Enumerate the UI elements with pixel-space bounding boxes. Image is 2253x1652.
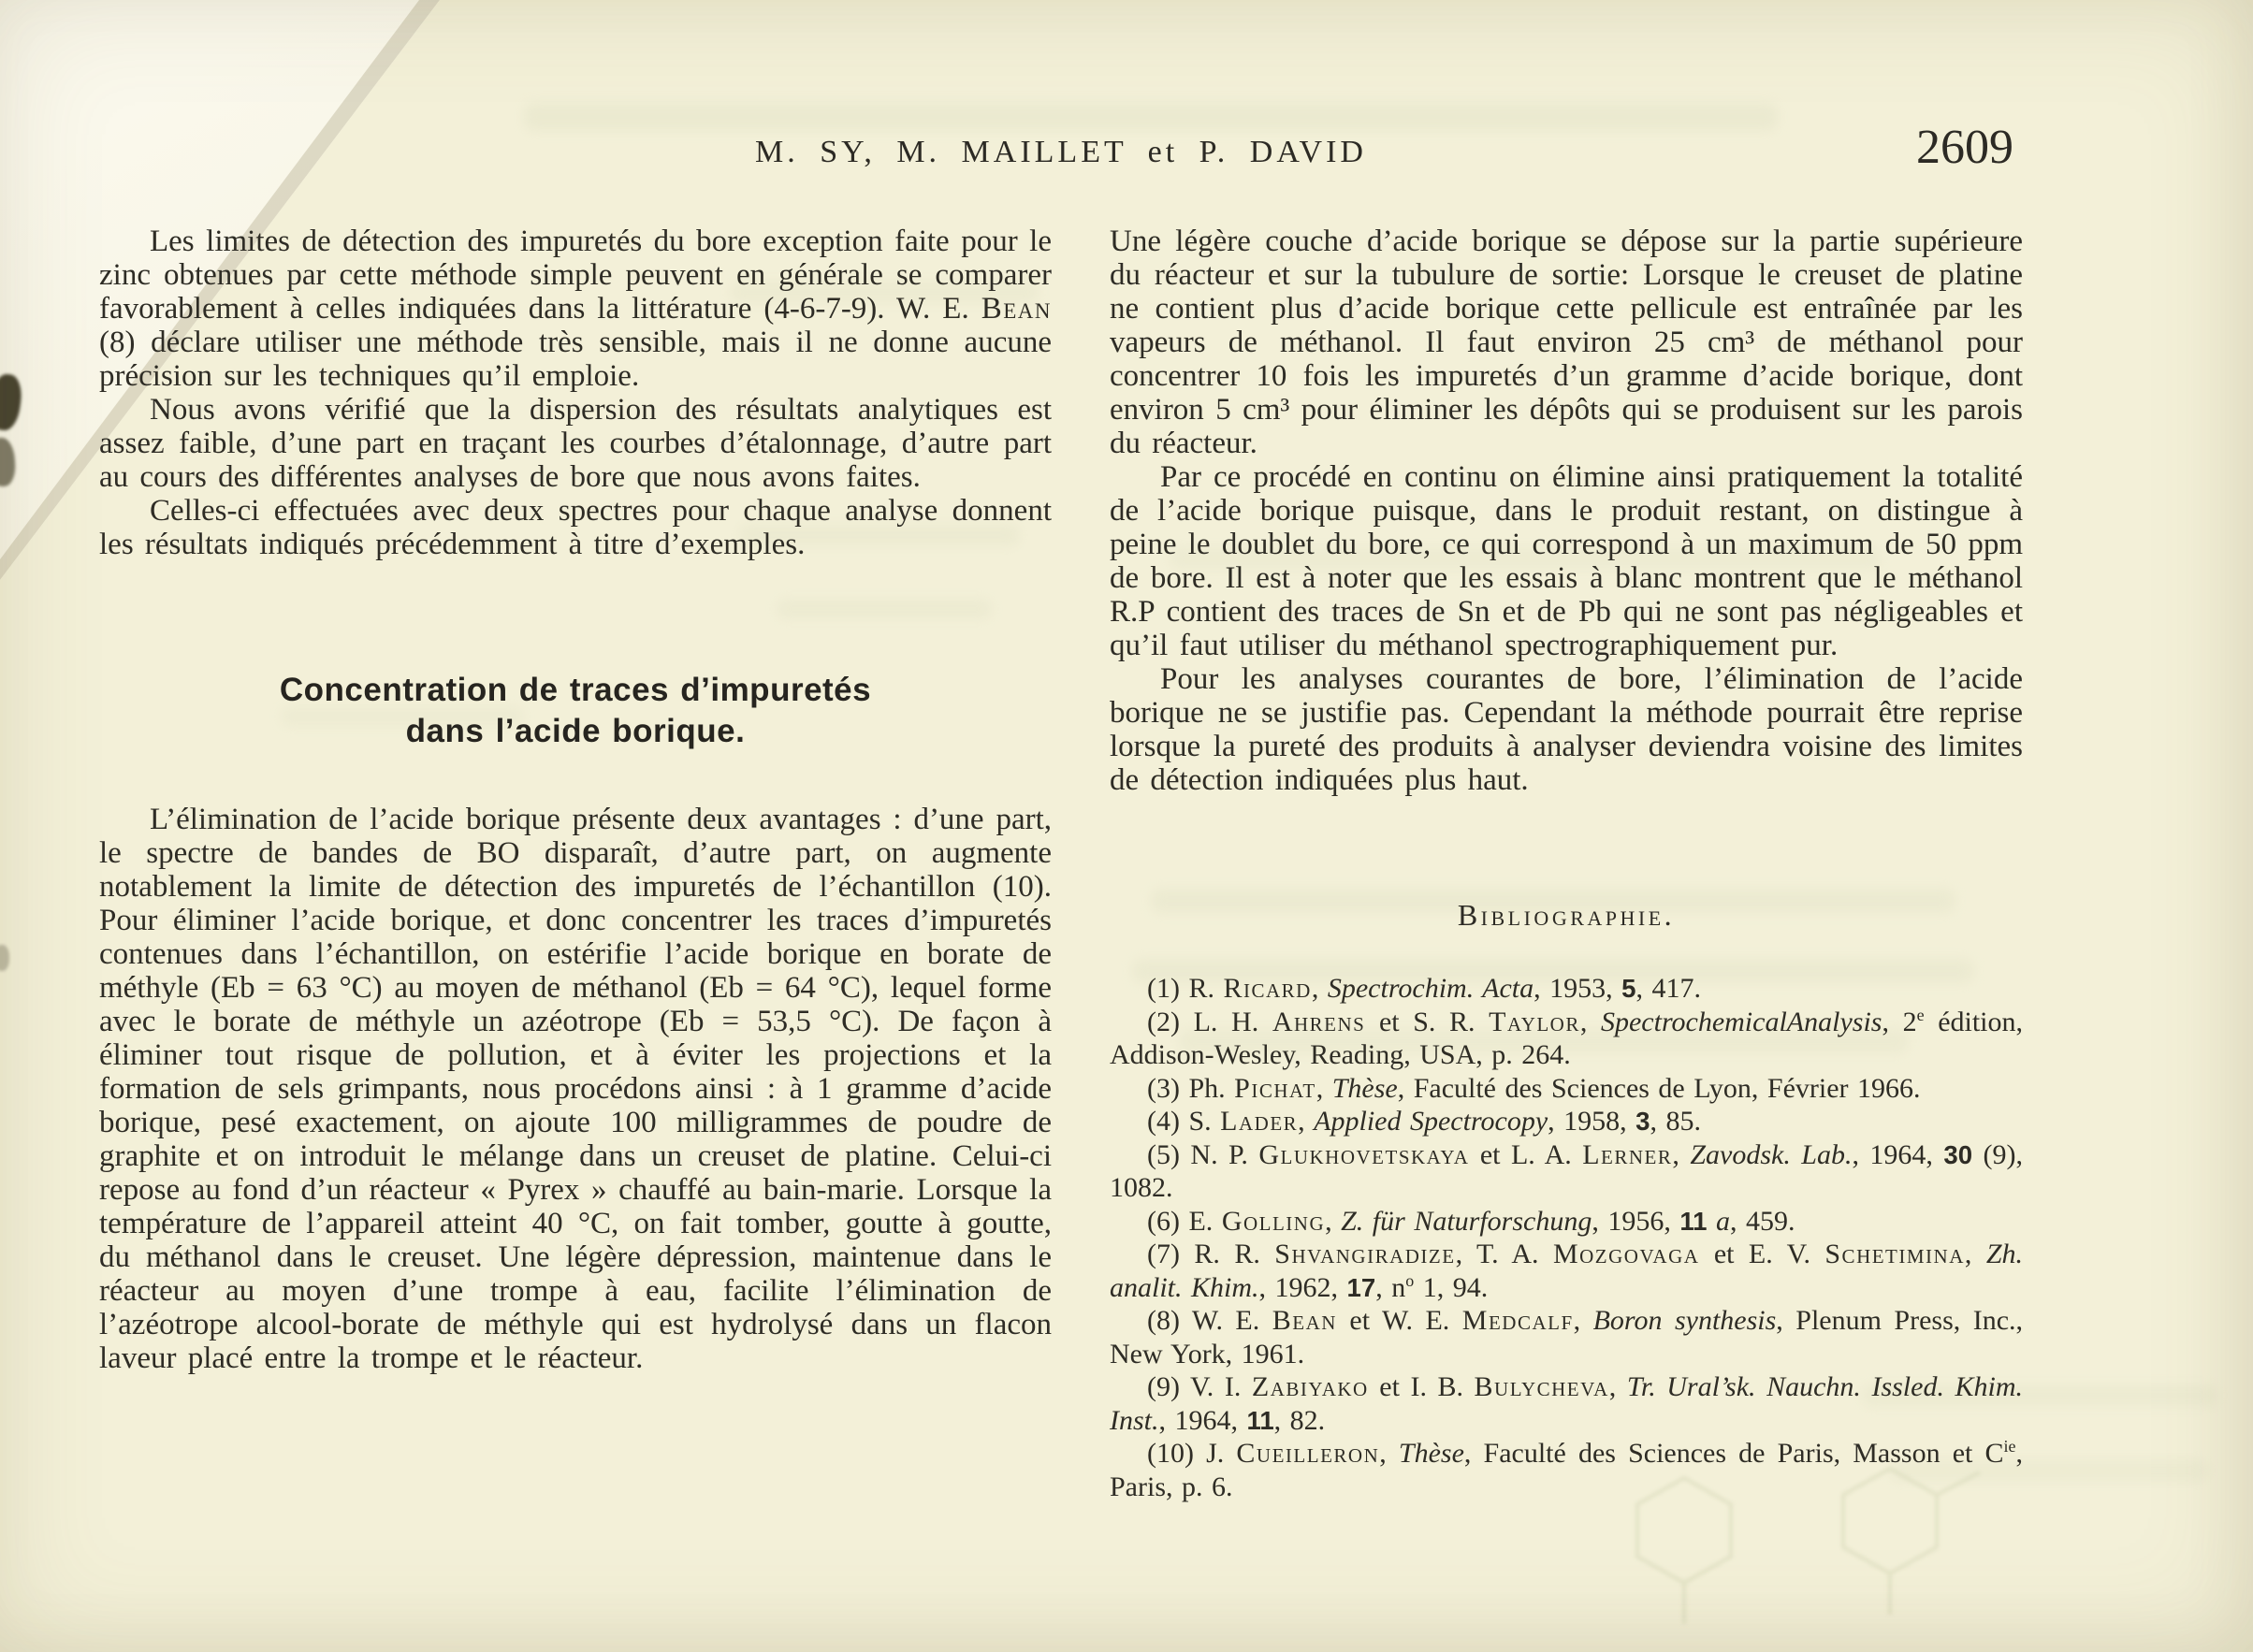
- paragraph: Celles-ci effectuées avec deux spectres pour chaque analyse donnent les résultats indiqués précédemment à titre d’exemples.: [99, 494, 1052, 561]
- paragraph: Par ce procédé en continu on élimine ainsi pratiquement la totalité de l’acide borique puisque, dans le produit restant, on distingue à peine le doublet du bore, ce qui correspond à un maximum de 50 ppm de bore. Il est à noter que les essais à blanc montrent que le méthanol R.P contient des traces de Sn et de Pb qui ne sont pas négligeables et qu’il faut utiliser du méthanol spectrographiquement pur.: [1110, 460, 2023, 662]
- left-column: [99, 225, 1052, 1375]
- paragraph: Nous avons vérifié que la dispersion des résultats analytiques est assez faible, d’une part en traçant les courbes d’étalonnage, d’autre part au cours des différentes analyses de bore que nous avons faites.: [99, 393, 1052, 494]
- running-head-authors: M. SY, M. MAILLET et P. DAVID: [755, 135, 1367, 169]
- page-number: 2609: [1916, 121, 2013, 174]
- reference-item: (3) Ph. Pichat, Thèse, Faculté des Sciences de Lyon, Février 1966.: [1147, 1072, 1921, 1104]
- showthrough-ghost: [524, 103, 1778, 131]
- paragraph: Pour les analyses courantes de bore, l’élimination de l’acide borique ne se justifie pas. Cependant la méthode pourrait être reprise lorsque la pureté des produits à analyser deviendra voisine des limites de détection indiquées plus haut.: [1110, 662, 2023, 797]
- section-heading-line2: dans l’acide borique.: [405, 713, 746, 749]
- reference-item: (5) N. P. Glukhovetskaya et L. A. Lerner, Zavodsk. Lab., 1964, 30 (9), 1082.: [1110, 1138, 2023, 1203]
- reference-item: (6) E. Golling, Z. für Naturforschung, 1956, 11 a, 459.: [1147, 1205, 1795, 1237]
- bibliography-heading: Bibliographie.: [1457, 898, 1676, 932]
- reference-item: (10) J. Cueilleron, Thèse, Faculté des Sciences de Paris, Masson et $C^{ie}$, Paris, p. 6.: [1110, 1437, 2024, 1502]
- reference-item: (8) W. E. Bean et W. E. Medcalf, Boron synthesis, Plenum Press, Inc., New York, 1961.: [1110, 1305, 2024, 1369]
- reference-item: (1) R. Ricard, Spectrochim. Acta, 1953, 5, 417.: [1147, 973, 1701, 1004]
- reference-item: (7) R. R. Shvangiradize, T. A. Mozgovaga et E. V. Schetimina, Zh. analit. Khim., 1962, 17, $n^o$ 1, 94.: [1110, 1239, 2024, 1303]
- reference-list: [1110, 972, 2023, 1503]
- paragraph: Les limites de détection des impuretés du bore exception faite pour le zinc obtenues par cette méthode simple peuvent en générale se comparer favorablement à celles indiquées dans la littérature (4-6-7-9). W. E. Bean (8) déclare utiliser une méthode très sensible, mais il ne donne aucune précision sur les techniques qu’il emploie.: [99, 225, 1052, 393]
- section-heading: [109, 670, 1042, 752]
- right-column: [1110, 225, 2023, 1503]
- paragraph: L’élimination de l’acide borique présente deux avantages : d’une part, le spectre de bandes de BO disparaît, d’autre part, on augmente notablement la limite de détection des impuretés de l’échantillon (10). Pour éliminer l’acide borique, et donc concentrer les traces d’impuretés contenues dans l’échantillon, on estérifie l’acide borique en borate de méthyle (Eb = 63 °C) au moyen de méthanol (Eb = 64 °C), lequel forme avec le borate de méthyle un azéotrope (Eb = 53,5 °C). De façon à éliminer tout risque de pollution, et à éviter les projections et la formation de sels grimpants, nous procédons ainsi : à 1 gramme d’acide borique, pesé exactement, on ajoute 100 milligrammes de poudre de graphite et on introduit le mélange dans un creuset de platine. Celui-ci repose au fond d’un réacteur « Pyrex » chauffé au bain-marie. Lorsque la température de l’appareil atteint 40 °C, on fait tomber, goutte à goutte, du méthanol dans le creuset. Une légère dépression, maintenue dans le réacteur au moyen d’une trompe à eau, facilite l’élimination de l’azéotrope alcool-borate de méthyle qui est hydrolysé dans un flacon laveur placé entre la trompe et le réacteur.: [99, 803, 1052, 1375]
- reference-item: (2) L. H. Ahrens et S. R. Taylor, SpectrochemicalAnalysis, 2e édition, Addison-Wesley, Reading, USA, p. 264.: [1110, 1005, 2024, 1070]
- paragraph: Une légère couche d’acide borique se dépose sur la partie supérieure du réacteur et sur la tubulure de sortie: Lorsque le creuset de platine ne contient plus d’acide borique cette pellicule est entraînée par les vapeurs de méthanol. Il faut environ 25 cm³ de méthanol pour concentrer 10 fois les impuretés d’un gramme d’acide borique, dont environ 5 cm³ pour éliminer les dépôts qui se produisent sur les parois du réacteur.: [1110, 225, 2023, 460]
- reference-item: (4) S. Lader, Applied Spectrocopy, 1958, 3, 85.: [1147, 1106, 1701, 1137]
- reference-item: (9) V. I. Zabiyako et I. B. Bulycheva, Tr. Ural’sk. Nauchn. Issled. Khim. Inst., 1964, 11, 82.: [1110, 1371, 2023, 1436]
- edge-mark: [0, 945, 9, 971]
- section-heading-line1: Concentration de traces d’impuretés: [279, 672, 872, 708]
